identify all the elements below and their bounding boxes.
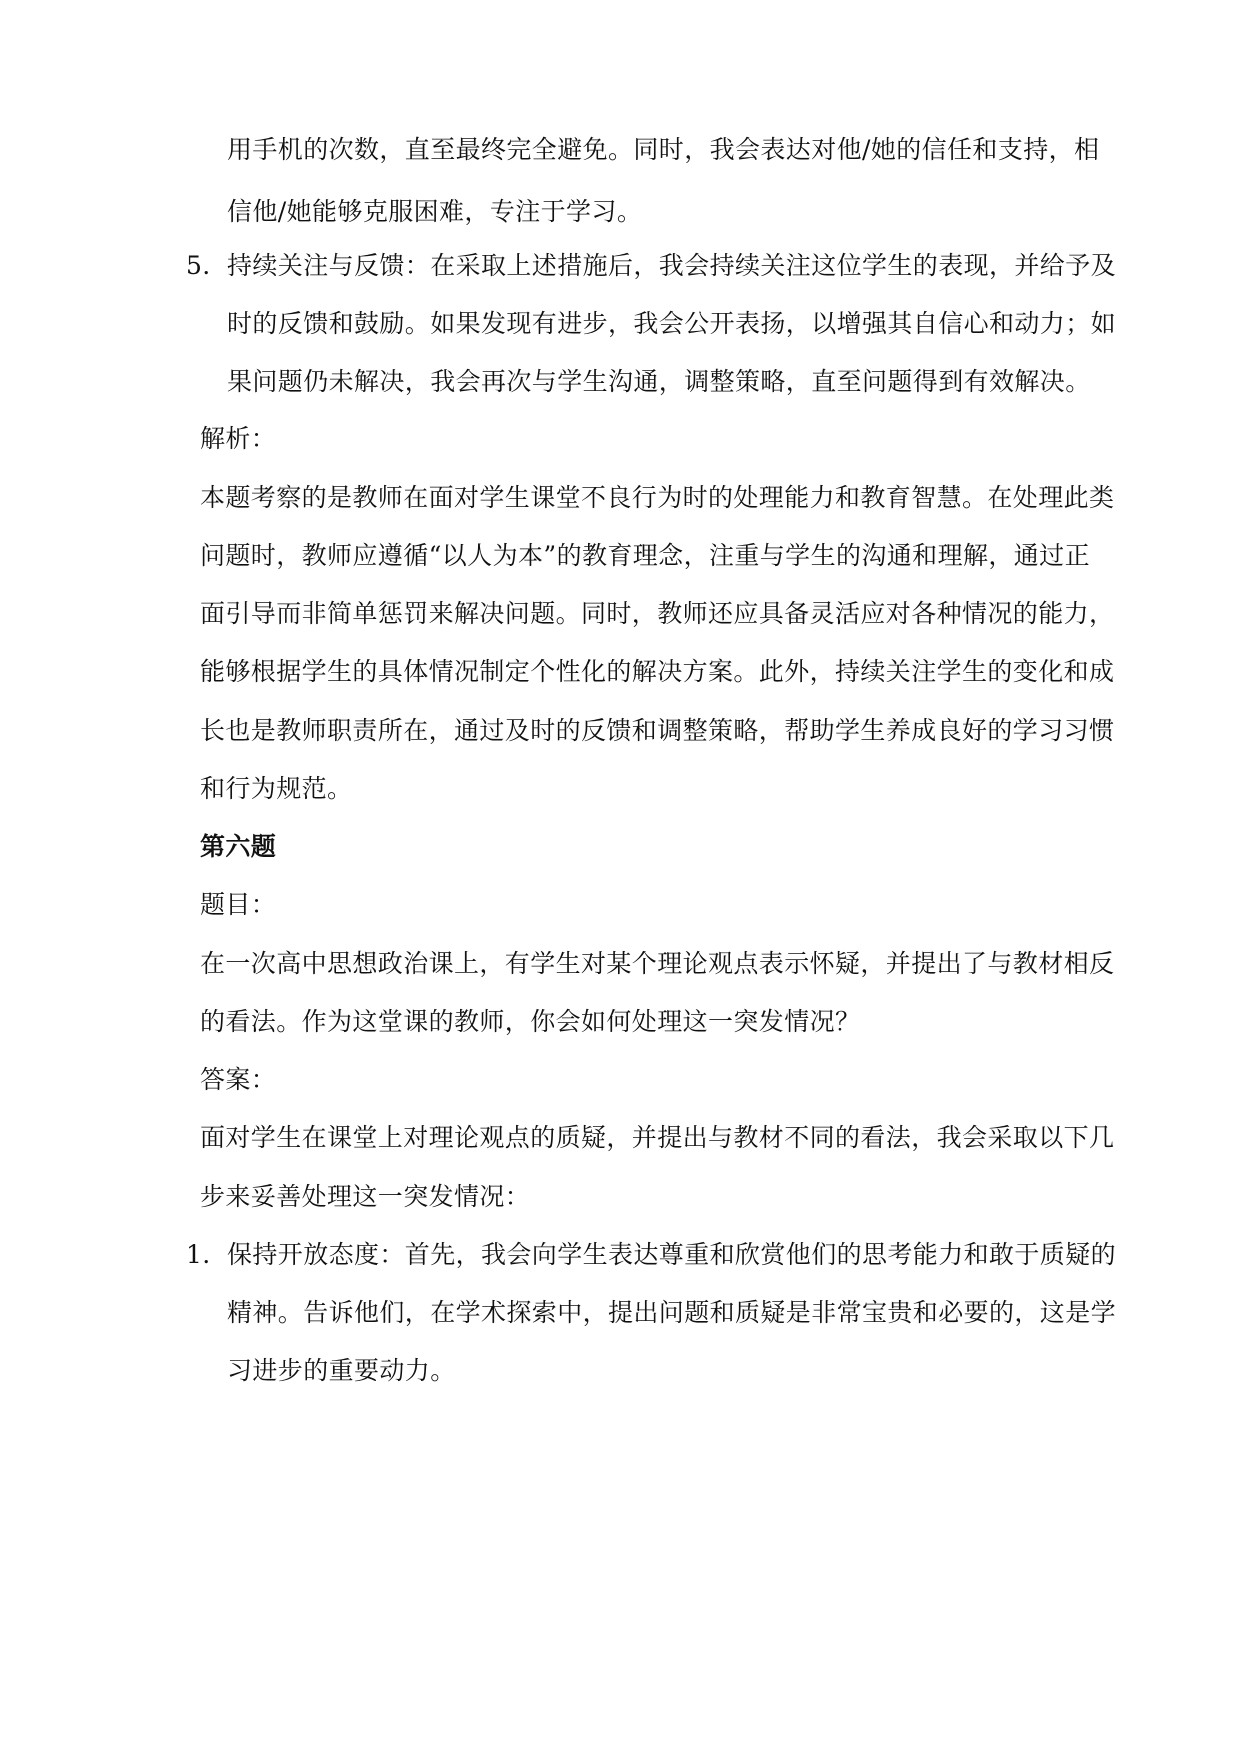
question-title-label: 题目： [200, 890, 277, 919]
analysis-line-2: 问题时，教师应遵循“以人为本”的教育理念，注重与学生的沟通和理解，通过正 [200, 541, 1090, 570]
list-item-5-number: 5. [186, 251, 211, 280]
analysis-line-6: 和行为规范。 [200, 774, 353, 803]
answer-line-2: 步来妥善处理这一突发情况： [200, 1182, 531, 1211]
list-item-5-line-2: 时的反馈和鼓励。如果发现有进步，我会公开表扬，以增强其自信心和动力；如 [227, 309, 1117, 338]
list-item-1-line-1: 保持开放态度：首先，我会向学生表达尊重和欣赏他们的思考能力和敢于质疑的 [227, 1240, 1117, 1269]
list-item-continued-line-2: 信他/她能够克服困难，专注于学习。 [227, 197, 643, 226]
list-item-5-line-3: 果问题仍未解决，我会再次与学生沟通，调整策略，直至问题得到有效解决。 [227, 367, 1091, 396]
analysis-line-1: 本题考察的是教师在面对学生课堂不良行为时的处理能力和教育智慧。在处理此类 [200, 483, 1115, 512]
question-heading: 第六题 [200, 832, 277, 861]
answer-line-1: 面对学生在课堂上对理论观点的质疑，并提出与教材不同的看法，我会采取以下几 [200, 1123, 1115, 1152]
question-text-line-2: 的看法。作为这堂课的教师，你会如何处理这一突发情况？ [200, 1007, 861, 1036]
list-item-continued-line-1: 用手机的次数，直至最终完全避免。同时，我会表达对他/她的信任和支持，相 [227, 135, 1100, 164]
list-item-1-line-3: 习进步的重要动力。 [227, 1356, 456, 1385]
list-item-1-number: 1. [186, 1240, 211, 1269]
analysis-line-3: 面引导而非简单惩罚来解决问题。同时，教师还应具备灵活应对各种情况的能力， [200, 599, 1115, 628]
answer-label: 答案： [200, 1065, 277, 1094]
list-item-5-line-1: 持续关注与反馈：在采取上述措施后，我会持续关注这位学生的表现，并给予及 [227, 251, 1117, 280]
analysis-line-5: 长也是教师职责所在，通过及时的反馈和调整策略，帮助学生养成良好的学习习惯 [200, 716, 1115, 745]
analysis-line-4: 能够根据学生的具体情况制定个性化的解决方案。此外，持续关注学生的变化和成 [200, 657, 1115, 686]
list-item-1-line-2: 精神。告诉他们，在学术探索中，提出问题和质疑是非常宝贵和必要的，这是学 [227, 1298, 1117, 1327]
question-text-line-1: 在一次高中思想政治课上，有学生对某个理论观点表示怀疑，并提出了与教材相反 [200, 949, 1115, 978]
analysis-label: 解析： [200, 424, 277, 453]
